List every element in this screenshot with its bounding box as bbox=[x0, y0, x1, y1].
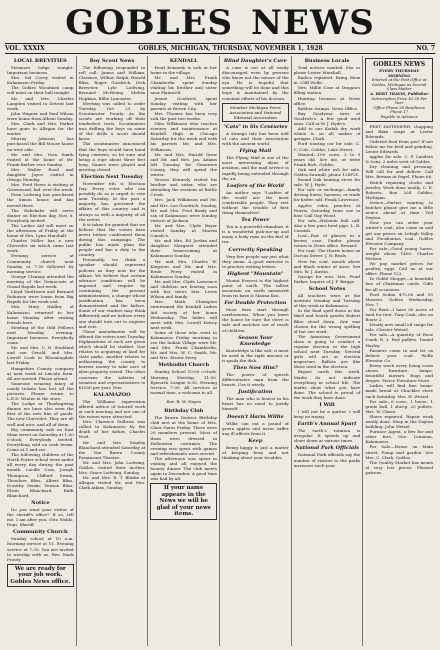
article-text: Hampshire County company at next week at Lincoln farm. All are invited. Please attend. bbox=[7, 365, 74, 381]
classified-ad: Every week every living room shows furniture, lamps, beautiful mirrors. Rugs and drapes. Pierce Furniture Store. bbox=[365, 362, 434, 384]
article-text: Mr. and Mrs. C. R. Stoddard and son Gerald, and Mrs. Lowell Cook in Bloomingdale last Friday. bbox=[7, 345, 74, 366]
classified-ad: Furnace Agent, a few fur and other furs. Geo. Lemmon, Kalamazoo. bbox=[365, 429, 434, 445]
article-text: These amendments will be offered the voters next Tuesday. Explanations of each are given which should be studied. One relates to acquiring of land for state parks. Another relates to authorizing the county to borrow money to take care of alien property seized. The other concerns the salaries of senators and representatives to $1000 per year. Vote. bbox=[78, 328, 146, 390]
article-text: Pearl Kennedy is sick at her home in the village. bbox=[150, 65, 218, 76]
article-text: Vernon Kennedy visited his brother and sister, who are attending the sessions at Battle Creek. bbox=[150, 177, 218, 198]
classified-ad: Apples for sale. C. F. Landers & Sons, 2 miles west of Gobles. bbox=[365, 154, 434, 165]
article-text: A cure is not at all easily discouraged even by persons who know not the nature of the eye. He is hopeful that something will be done and this hope is maintained by the constant efforts of his doctors. bbox=[222, 65, 289, 101]
article-text: Mr. and Mrs. John Lodwing, Gobles, visited their mother, Mrs. Grace Lodwing, Sunday. bbox=[78, 459, 146, 476]
article-text: National Park officials say the number of visitors to the parks increases each year. bbox=[293, 452, 361, 468]
article-text: Willie can eat a pound of green apples and never suffer any ill effects from it. bbox=[222, 420, 289, 436]
article-text: Mount Everest is the highest point of earth. The tallest mountain on earth measured from its base is Mauna Kea. bbox=[222, 277, 289, 299]
classified-ad: For sale or exchange—family driving horse, harness, or trade for heifer calf. Frank Lawrence. bbox=[293, 187, 361, 203]
classified-ad: Add to our Kodak dry work which is on all makes of garages. Clark. bbox=[293, 126, 361, 142]
article-text: Mr. and Mrs. Charles W. Kingston and Mr. and Mrs. Ernie Perry visited in Kalamazoo Sunday. bbox=[150, 258, 218, 279]
heading: Season Your Knowledge bbox=[238, 334, 273, 347]
publisher-box bbox=[365, 58, 433, 122]
news-items-box: If your name appears in the News we will be glad of your news items. bbox=[150, 483, 217, 520]
article-text: I will not be a quitter. I will keep on trying. bbox=[293, 409, 361, 420]
masthead bbox=[5, 4, 435, 42]
article-text: Evan Lodwing has purchased the Simon house and has moved there. bbox=[7, 192, 74, 208]
article-text: Mr. and Mrs. Charles Langden visited in Detroit last week. bbox=[7, 95, 74, 111]
heading-national-park-officials: National Park Officials bbox=[295, 445, 359, 452]
article-text: John Wagner and Paul Wilson were home from Albion Sunday. bbox=[7, 110, 74, 121]
classified-ad: Watch repairing clocks and jewelry. Work done neatly. C. E. Roberts, Box 204 Gobles, Michigan. bbox=[365, 179, 434, 200]
article-text: In the final spell down in the third and fourth grades Robert Bliss stood down. One was chosen for the wrong spelling of but one word. bbox=[293, 308, 361, 334]
masthead-word-1: GOBLES bbox=[65, 3, 234, 43]
job-work-box: We are ready for your job work. Gobles News office. bbox=[7, 564, 74, 588]
classified-ad: Mrs. Millie Cose at Dragan's filling station. bbox=[293, 85, 361, 96]
article-text: Mrs. Clark and Mrs. Parker have gone to Allegan for the winter. bbox=[7, 121, 74, 137]
classified-ad: For sale—A quantity of Rose Comb R. I. Red pullets. Daniel Hurley. bbox=[365, 332, 434, 348]
article-text: Mr. and Mrs. Harold Grow and Mr. and Mrs. Jas. Adams left Tuesday for Gennesee County, they will spend the winter. bbox=[150, 151, 218, 177]
article-text: George Clemmy attended the meeting of the Democrats at Grand Rapids last week. bbox=[7, 273, 74, 290]
article-text: The Lodge at Thanksgiving dinner, we have also seen the first of the new line of goods. The new Chevrolet. They are all well and nice, and all of them. bbox=[7, 401, 74, 427]
heading: Keep bbox=[248, 437, 263, 444]
subscription-price: Subscription Price $1.50 Per Year bbox=[371, 95, 427, 106]
article-text: Mrs. Mary Hadley of Kalamazoo returned to her home Monday after visiting friends here. bbox=[7, 304, 74, 325]
classified-ad: Dry cleaning and pressing. Will call for and deliver. Call Mrs. Bevans at Pagel. Phone 66. bbox=[365, 164, 434, 180]
article-text: Glen Wilkinson who teaches scenery and maintenance at Kendall High in Chicago Saturday for the week end with his parents Mr. and Mrs. Wilkinson. bbox=[150, 121, 218, 152]
heading-methodist-church: Methodist Church bbox=[158, 362, 210, 369]
article-text: Personally, we think a speaker should represent policies as they now for the affairs. We believe that certain advance conditions will be imposed and require by continuing the present administration, a change whose justification has been demonstrated and the failure. Some of our readers may think differently and we believe every one should turn out to register and vote. bbox=[78, 257, 146, 329]
column-6 bbox=[363, 56, 435, 646]
article-text: The afternoon was spent in visiting and all enjoyed the bounty dinner. The club meets again in December. A good time was had by all. bbox=[150, 455, 218, 482]
publication-schedule: EVERY THURSDAY MORNING bbox=[379, 68, 420, 78]
article-text: The power of speech differentiates man from the beasts. Use it wisely. bbox=[222, 371, 289, 388]
article-text: The Ladies Aid will meet on the afternoon of Friday at the home of Mrs. Lynn Marshall. bbox=[7, 222, 74, 239]
publisher-name: GOBLES NEWS bbox=[373, 61, 426, 68]
classified-ad: FEET DISTEMPER, chapping and flake soaps at Lester Edwards. bbox=[365, 123, 434, 139]
article-text: Evening service at Community church next Sunday at 7:30 followed by morning service. bbox=[7, 253, 74, 274]
heading-school-notes: School Notes bbox=[308, 286, 346, 293]
classified-ad: We pay market prices for poultry, eggs. Call us at our office. Phone 123. bbox=[365, 261, 434, 277]
column-4 bbox=[220, 56, 292, 646]
article-text: Jennie Goodrich spent Sunday visiting with her parents at Brown City. bbox=[150, 95, 218, 111]
article-signature: Rev. R. W. Hayes bbox=[166, 399, 201, 404]
payment-terms: Payable in Advance bbox=[380, 113, 418, 119]
classified-ad: For sale—6 cows, 1 horse, 1 grade bull, 1 sheep, 20 pullets. Mrs. W. Chase. bbox=[365, 398, 434, 414]
article-text: November 6th is Election Day. Every voter who can possibly do so is urged to vote next Tuesday. In the past a majority has governed the affairs of this country and is always so with a majority of all the voters. bbox=[78, 180, 146, 222]
article-text: Sunday school at 10 a.m. Morning service at 11. Evening service at 7:30. You are invited to worship with us. Rev. Mark Prouty bbox=[7, 536, 74, 562]
article-text: Murray Johnson has purchased the Bill Moore house on west side. bbox=[7, 136, 74, 152]
classified-ad: Rubber stamps. News Office. bbox=[297, 105, 359, 111]
classified-ad: Radios repaired. Bring them in. Cliff Wolfe. bbox=[293, 75, 361, 86]
heading-earths-annual-spurt: Earth's Annual Spurt bbox=[297, 421, 357, 428]
classified-ad: Now you can order your winter's coal, also come in and get our prices on Lehigh Valley and Pocahontas coal. Gobles Elevator Company. bbox=[365, 220, 434, 246]
column-3 bbox=[148, 56, 220, 646]
article-text: The following responded to roll call: James and William, Clarence, Wilbur, Ralph, Harold Bliss, Roger Goodrich, Dick Brewster, Lyle Lodwing, Bernard McWeeny, Melvin Hopkins, Billie Lancaster. bbox=[78, 65, 146, 101]
article-text: The Williams supervision offered advice of tutored work at each meeting and not one of the voters were attracted. bbox=[78, 398, 146, 420]
article-text: Most fires start through carelessness. When you leave the house be sure the stove is safe and matches out of reach of children. bbox=[222, 307, 289, 333]
classified-ad: Garage for rent. Mrs. Pearl Parker. Inquire of J. F. Briggs. bbox=[293, 273, 361, 284]
article-text: Mr. and Mrs. Frank Chamberlin spent Sunday visiting his brother and sister near Plainwell. bbox=[150, 75, 218, 96]
place-and-date: GOBLES, MICHIGAN, THURSDAY, NOVEMBER 1, 1928 bbox=[138, 45, 323, 52]
heading: Doesn't Harm Willie bbox=[226, 413, 284, 420]
issue-number: NO. 7 bbox=[416, 45, 435, 52]
heading-boy-scout-news: Boy Scout News bbox=[89, 58, 135, 64]
publisher: A. BERT TRAVIS, Publisher bbox=[370, 90, 429, 96]
classified-ad: Notice—Parties wanting to butcher please give me a little notice ahead of time. Ted Dayton. bbox=[365, 199, 434, 221]
heading: Justification bbox=[238, 389, 273, 396]
article-text: Mrs. Jack Wilkinson and Mr. and Mrs. Lee Goodrich, Sunday, Mr. and Mrs. Fred Brady and son of Kalamazoo were Sunday visitors at Jackson. bbox=[150, 197, 218, 223]
article-text: Someone wearing fancy of candy tickets has lost all the pictures. Please return to L.E.D. Winter at the store. bbox=[7, 380, 74, 402]
classified-ad: Ford Sedan $75.00 and 50 Mowers. Gobles Wednesday, Nov. 7. bbox=[365, 291, 434, 307]
columns bbox=[5, 56, 435, 646]
article-text: Sunday School 10:00 o'clock. Morning Worship, 11:00. Epworth League 6:30. Evening Service, 7:30. All services at normal time, a welcome to all. bbox=[150, 369, 218, 395]
article-text: Lloyd VanHasen and Bernard Robinson were home from Big Rapids for the week end. bbox=[7, 289, 74, 305]
classified-ad: Ye Gobbl Shoppe—A beautiful line of Christmas cards. Gifts for all occasions. bbox=[365, 276, 434, 292]
heading-kendall: KENDALL bbox=[169, 58, 198, 64]
classified-ad: New fur coat, mouth above and black winter of sizes. See Mrs. W. J. Austin. bbox=[293, 258, 361, 274]
postal-entry: Entered at the Post Office at Gobles, Michigan as Second Class Matter bbox=[371, 77, 427, 92]
article-text: The man who is honest in his heart has no need to justify himself. bbox=[222, 396, 289, 412]
column-2 bbox=[77, 56, 149, 646]
article-text: The following children of the North Porter school were under all every day during the past month. Lucille Cass, Joseph Thompson, Clifford Swain, Theodore Bliss, Albert Bliss, Dorothy Swain, Vernon Bliss, Elwin Blanchard, Ruth Blanchard. bbox=[7, 452, 74, 498]
article-text: The earth's rotation is irregular. It speeds up and slows down at various times. bbox=[293, 428, 361, 444]
heading: Highest "Mountain" bbox=[227, 270, 284, 277]
classified-ad: Apples cider, peaches at Norris, Saturday from one to four. Call Guy Wood. bbox=[293, 202, 361, 218]
article-text: Mrs. Thomas has been very sick the past two weeks. bbox=[150, 110, 218, 121]
classified-ad: Lost—Pair of glasses in a brown case. Finder please return to News office. Reward. bbox=[293, 233, 361, 249]
classified-ad: For sale—Good young horse, weight about 1400. Charles Nielsen. bbox=[365, 245, 434, 261]
classified-ad: Ordered feed from you? If not follow me for feed and grinding. Lester Edwards. bbox=[365, 138, 434, 154]
article-text: Being happy is just a matter of keeping busy and not thinking about your troubles. bbox=[222, 444, 289, 460]
classified-ad: For Sale—House on Main street. Pump and garden. See Mrs. C. Clark, Gobles. bbox=[365, 444, 434, 460]
article-text: Do you want your visitor of the sheriff's office? If so, tell me. I am after you. Otto Waldo, Dept. Sheriff. bbox=[7, 506, 74, 528]
classified-ad: Ladies will find fine home-made bread at Chuckles store each Saturday. Mrs. H. Wetzel. bbox=[365, 383, 434, 399]
article-text: Meeting was called to order Tuesday, Oct. 23 by Scoutmaster Prouty. As the scouts are working off their tenderfoot tests, Scoutmaster was drilling the boys on some of the drills a scout should know. bbox=[78, 100, 146, 142]
article-text: Tea is a powerful stimulant, it is a wonderful pick-me-up and many a body runs on the fuel of tea. bbox=[222, 224, 289, 245]
article-text: Mrs. Fred Howe is visiting at Greenwood, Ind. over the week. bbox=[7, 182, 74, 193]
article-text: Meeting of the Odd Fellows next Monday evening. Important business. Everybody come. bbox=[7, 324, 74, 346]
heading-i-will: I Will bbox=[319, 402, 335, 408]
heading: Then Now Him? bbox=[232, 364, 278, 371]
heading-community-church: Community Church bbox=[13, 529, 68, 536]
article-text: Report cards this week. Marks do not indicate everything in school life. The marks show what you have done. The school is proud of the work they have done. bbox=[293, 369, 361, 400]
heading: Tea Power bbox=[241, 217, 270, 224]
press-association-box: Member Michigan Press Association and National Editorial Association bbox=[222, 103, 289, 122]
phone-numbers: Office Phone 28 Residence Phone 17 bbox=[373, 104, 425, 115]
classified-ad: Farmers come in and let us deliver your coal. Wolfe Elevator Co. bbox=[365, 347, 434, 363]
classified-ad: Oak and white ash for sale. Gobles Sawmill, phone 128F21. bbox=[293, 166, 361, 177]
article-text: Mesmore lodge tonight. Important business. bbox=[7, 65, 74, 76]
dateline bbox=[5, 43, 435, 54]
classified-ad: Hunting licenses at News office. bbox=[293, 95, 361, 106]
article-text: The American Government class is going to conduct a regular election in the high school next Tuesday. Several girls will act as election inspectors. Ballots are like those used in the election. bbox=[293, 333, 361, 370]
classified-ad: Nearly new small oil range for sale. Chester Wetzel. bbox=[365, 322, 434, 333]
article-text: Charles Miller has a new Chevrolet six which came last week. bbox=[7, 238, 74, 254]
masthead-word-2: NEWS bbox=[251, 3, 375, 43]
article-text: Mr. and Mrs. Stanley Blanchard attended Saturday at the Van Buren County Paramount Theatre. bbox=[78, 439, 146, 460]
article-text: The scoutmaster announced that the boys would have hand tying contests, so be sure and bring a rope about three feet long. Games were played and meeting closed. bbox=[78, 141, 146, 172]
article-text: Mrs. Mark Champion entertained the Kendall Ladies Aid society at her home Wednesday. The ladies will meet with Mrs. Lowell Kelsey next week. bbox=[150, 299, 218, 330]
heading: Loafers of the World bbox=[226, 182, 284, 189]
article-text: Mrs. Sid Covey visited in Kalamazoo Friday. bbox=[7, 75, 74, 86]
classified-ad: Trial notices wanted. See or phone Lester Marshall. bbox=[293, 65, 361, 76]
article-text: All teachers were at the institute Monday and Tuesday of this week in Kalamazoo. bbox=[293, 293, 361, 309]
classified-ad: Ford touring car for sale. C. C. Cole, Gobles, Lake Street. bbox=[293, 141, 361, 152]
heading-birthday-club: Birthday Club bbox=[164, 408, 204, 415]
classified-ad: Buy Goodyear tires at Goodrich's. A few good used ones. Call at W. J. Hyde's. bbox=[293, 110, 361, 127]
classified-ad: For rent: The Harris house on Dorcas Street. J. R. Beals. bbox=[293, 248, 361, 259]
article-text: Mr. and Mrs. Clyde Boyer visited Sunday at Marvin Canale's. bbox=[150, 222, 218, 239]
heading: For Double Protection bbox=[224, 300, 287, 307]
heading: Flying Mail bbox=[239, 148, 272, 155]
heading-business-locals: Business Locals bbox=[304, 58, 350, 64]
classified-ad: For Rent—I have 80 acres of land for rent. Tony Cash, also on Route 2. bbox=[365, 306, 434, 323]
column-5 bbox=[292, 56, 364, 646]
heading: Blind Daughter's Cure bbox=[223, 58, 287, 64]
article-text: Mrs. Clarence Sullivan was called to Kalamazoo by the death of her father, Charles Noel. bbox=[78, 419, 146, 440]
article-text: Mr. and Mrs. Vern Smith visited at the home of Mr. Frank Barber over Sunday. bbox=[7, 151, 74, 167]
heading-local-brevities: LOCAL BREVITIES bbox=[13, 58, 67, 64]
heading-kalamazoo: KALAMAZOO bbox=[93, 391, 131, 398]
article-text: An author says "Loafers of the world are the most comfortable people. They rest without the trouble of first tiring themselves". bbox=[222, 189, 289, 216]
article-text: Some of those who went to Kalamazoo Friday morning to see the Indian Village were Mr. and Mrs. Frank Chamberlin, Mr. and Mrs. W. C. Smith, Mr. and Mrs. Ernest Perry. bbox=[150, 329, 218, 361]
classified-ad: Round Oak heating stove for sale. W. J. Hyde. bbox=[293, 177, 361, 188]
article-text: A strange tale has been told of cats and their association with the ancient world. bbox=[222, 130, 289, 147]
classified-ad: For sale—Holstein bull calf. Also a few pure bred pigs. L. B. Cornish. bbox=[293, 217, 361, 233]
article-text: The Brown District Birthday club met at the home of Mrs. Clara Gates Friday. There were 20 members present. Most of them were dressed in Halloween costumes. The evening was spent with games and refreshments were served. bbox=[150, 415, 218, 456]
article-text: The Flying Mail is one of the most interesting ideas of aviation, and the mail service is rapidly being extended through the air. bbox=[222, 155, 289, 181]
article-text: Mrs. Walter Rood and daughter Joyce, visited in Otsego Monday. bbox=[7, 166, 74, 183]
article-text: The Rebekahs will serve dinner on Election day, Nov. 6. Everybody invited. bbox=[7, 207, 74, 223]
article-text: Very few people say just what they mean. A good exercise is to practice writing letters. bbox=[222, 253, 289, 269]
article-text: Knowledge is like salt, it must be used in the right amount or it spoils the dish. bbox=[222, 347, 289, 363]
article-text: It is taken for granted that we believe that the voters have never before confronted them during this campaign. The public has made plain the people and has a duty to the country. bbox=[78, 221, 146, 258]
column-1 bbox=[5, 56, 77, 646]
article-text: Mr. and Mrs. Clyde Lawrence and children are leaving soon with her sister, Mrs. Lewis Wilson and family. bbox=[150, 278, 218, 300]
article-text: The Gobles Woodmen camp will meet on their hall tonight. bbox=[7, 85, 74, 96]
volume-number: VOL. XXXIX bbox=[5, 45, 45, 52]
heading: "Cats" in Six Centuries bbox=[223, 123, 288, 130]
heading-notice: Notice bbox=[31, 499, 50, 506]
article-text: Mr. and Mrs. R. T. Blaske at Allegan visited Mr. and Mrs. Clark Atkins, Sunday. bbox=[78, 475, 146, 491]
classified-ad: The Quality Market has meats at very low prices. Pleased patrons. bbox=[365, 459, 434, 475]
heading: Correctly Speaking bbox=[228, 246, 283, 253]
classified-ad: Wanted—100 cows, 3 to 5 years old. See me, or write Frank Rich, Gobles. bbox=[293, 151, 361, 167]
article-text: Big community sale on East Main street on Saturday at 1:00 o'clock. Everybody invited. Everything sold on cash terms. Come at 1 and see. bbox=[7, 426, 74, 453]
classified-ad: Shoes repaired. Repair work neatly done. Shop in the Dayton building. John Wetzel. bbox=[365, 413, 434, 430]
article-text: Mr. and Mrs. Ed Jordan and daughter Margaret attended their homecoming at Kalamazoo Sunday. bbox=[150, 238, 218, 259]
heading-election-next-tuesday: Election Next Tuesday bbox=[80, 173, 144, 180]
